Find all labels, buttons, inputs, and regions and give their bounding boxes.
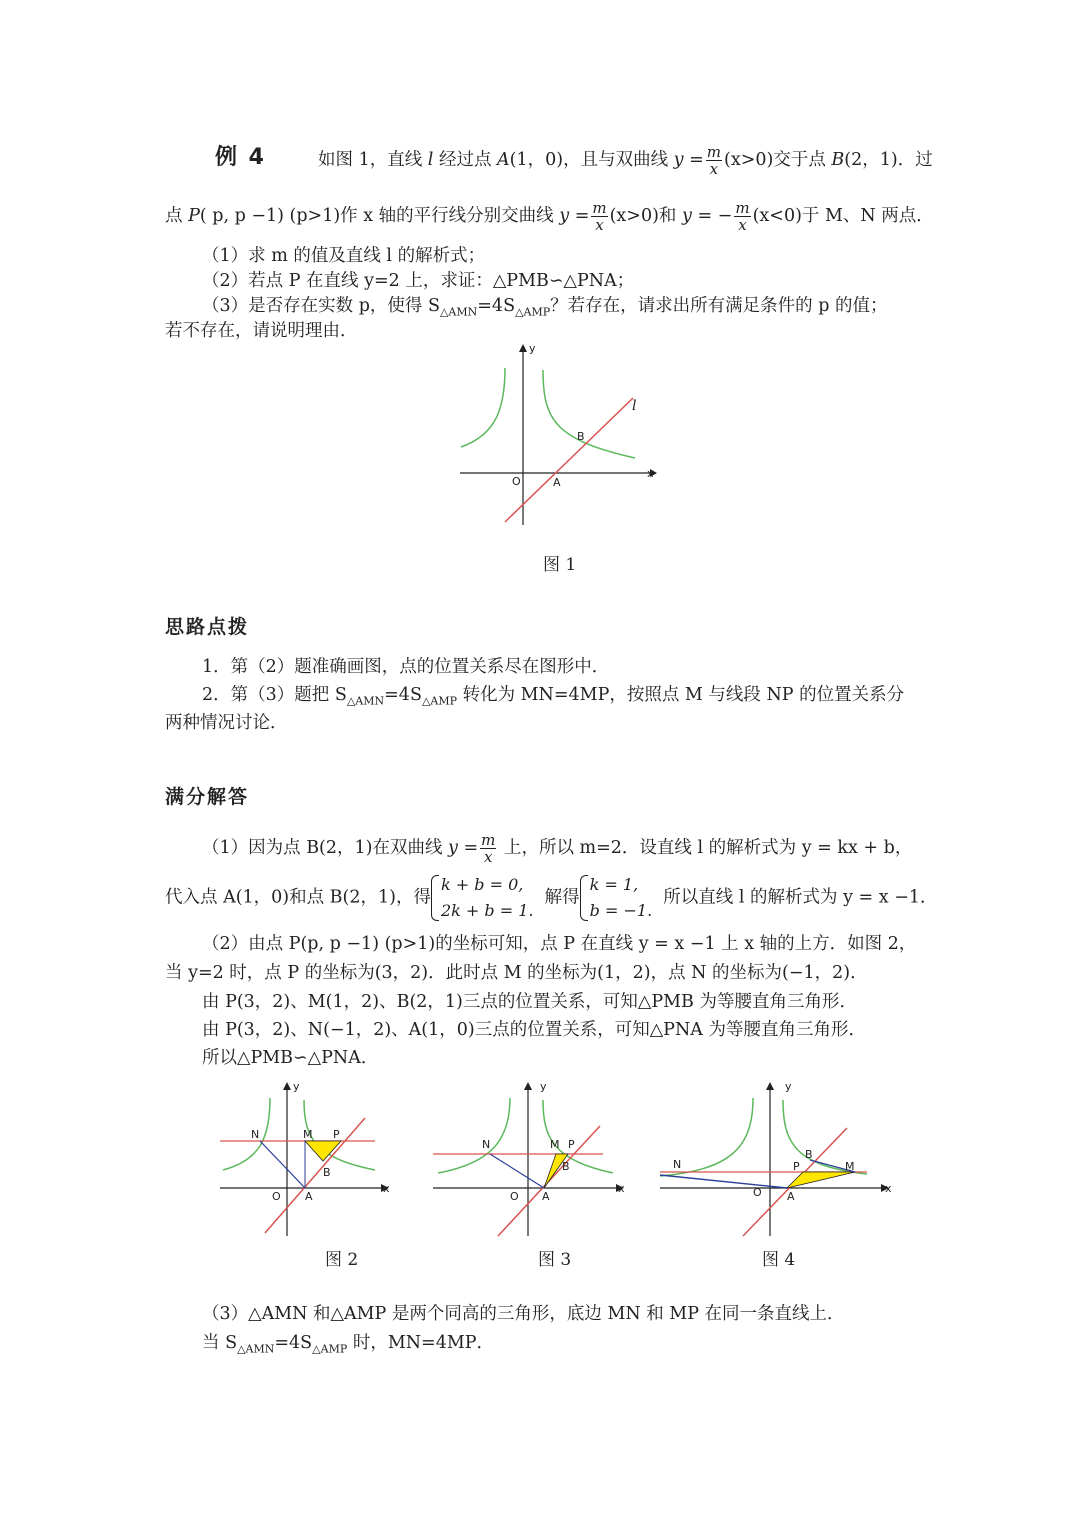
subscript: AMP: [523, 305, 551, 319]
hints-heading: 思路点拨: [165, 616, 250, 638]
denominator: x: [738, 216, 747, 234]
solution-line-9: 当 $S_{\triangle AMN}=4S_{\triangle AMP}$ 时，MN=4MP．: [202, 1333, 495, 1356]
numerator: m: [706, 143, 722, 161]
label-n: N: [482, 1138, 491, 1151]
subscript: AMN: [355, 694, 385, 708]
text: 2．第（3）题把 S: [202, 685, 347, 705]
subscript: AMN: [448, 305, 478, 319]
figure-4: [655, 1078, 900, 1238]
text: ( p, p −1) (p>1)作 x 轴的平行线分别交曲线: [199, 206, 560, 226]
text: ？若存在，请求出所有满足条件的 p 的值；: [550, 296, 888, 316]
denominator: x: [709, 160, 719, 178]
label-b: B: [323, 1166, 331, 1179]
label-x: x: [885, 1182, 892, 1195]
line-l: [505, 398, 633, 522]
text: l: [427, 150, 434, 170]
hyperbola-right: [543, 370, 635, 458]
label-p: P: [793, 1160, 800, 1173]
label-y: y: [529, 342, 536, 355]
question-3: （3）是否存在实数 p，使得 $S_{\triangle AMN}=4S_{\triangle AMP}$？若存在，请求出所有满足条件的 p 的值；: [202, 296, 888, 319]
solution-line-4: 当 y=2 时，点 P 的坐标为(3，2)．此时点 M 的坐标为(1，2)，点 N 的坐标为(−1，2)．: [165, 963, 868, 983]
figure-2-caption: 图 2: [325, 1250, 359, 1270]
solution-line-2: [165, 872, 938, 924]
hyperbola-left: [461, 368, 505, 447]
text: 经过点: [433, 150, 498, 170]
line-l: [265, 1118, 365, 1233]
problem-line-1: [318, 144, 933, 177]
example-title: 例 4: [215, 145, 266, 170]
segment-na: [660, 1175, 787, 1188]
label-a: A: [542, 1190, 550, 1203]
figure-2: [215, 1078, 395, 1238]
text: =4S: [477, 296, 516, 316]
figure-1-caption: 图 1: [543, 555, 577, 575]
label-n: N: [251, 1128, 260, 1141]
denominator: x: [595, 216, 604, 234]
label-n: N: [673, 1158, 682, 1171]
numerator: m: [592, 199, 607, 217]
label-b: B: [562, 1160, 570, 1173]
text: 转化为 MN=4MP，按照点 M 与线段 NP 的位置关系分: [457, 685, 905, 705]
label-a: A: [553, 476, 561, 489]
label-p: P: [568, 1138, 575, 1151]
figure-3-caption: 图 3: [538, 1250, 572, 1270]
text: y = −: [682, 206, 733, 226]
text: =4S: [274, 1333, 313, 1353]
hyperbola-left: [438, 1098, 510, 1173]
label-y: y: [785, 1080, 792, 1093]
question-3-cont: 若不存在，请说明理由．: [165, 321, 358, 341]
figure-4-caption: 图 4: [762, 1250, 796, 1270]
solution-line-1: [202, 832, 912, 865]
fraction: [591, 200, 607, 233]
label-y: y: [293, 1080, 300, 1093]
text: y =: [559, 206, 590, 226]
solution-line-6: 由 P(3，2)、N(−1，2)、A(1，0)三点的位置关系，可知△PNA 为等腰直角三角形．: [202, 1020, 866, 1040]
denominator: x: [484, 848, 493, 866]
subscript: AMN: [245, 1342, 275, 1356]
numerator: m: [481, 831, 496, 849]
segment-na: [260, 1141, 305, 1188]
label-m: M: [550, 1138, 560, 1151]
question-1: （1）求 m 的值及直线 l 的解析式；: [202, 246, 486, 266]
text: 解得: [544, 887, 580, 908]
label-b: B: [805, 1148, 813, 1161]
label-a: A: [787, 1190, 795, 1203]
text: 如图 1，直线: [318, 150, 428, 170]
solution-line-3: （2）由点 P(p, p −1) (p>1)的坐标可知，点 P 在直线 y = x −1 上 x 轴的上方．如图 2，: [202, 934, 917, 954]
label-l: l: [632, 398, 637, 414]
label-m: M: [303, 1128, 313, 1141]
text: y =: [673, 150, 704, 170]
numerator: m: [735, 199, 750, 217]
text: 上，所以 m=2．设直线 l 的解析式为 y = kx + b，: [498, 838, 913, 858]
figure-3: [428, 1078, 633, 1238]
text: 代入点 A(1，0)和点 B(2，1)，得: [165, 887, 431, 908]
fraction: [480, 832, 496, 865]
fraction: [706, 144, 722, 177]
hint-2: 2．第（3）题把 $S_{\triangle AMN}=4S_{\triangle AMP}$ 转化为 MN=4MP，按照点 M 与线段 NP 的位置关系分: [202, 685, 905, 708]
hint-2-cont: 两种情况讨论．: [165, 713, 288, 733]
fraction: [734, 200, 750, 233]
subscript: AMP: [320, 1342, 348, 1356]
equation: b = −1.: [589, 901, 653, 920]
label-y: y: [540, 1080, 547, 1093]
equation-system-1: [431, 872, 534, 924]
text: P: [188, 206, 200, 226]
label-a: A: [305, 1190, 313, 1203]
text: 所以直线 l 的解析式为 y = x −1．: [663, 887, 938, 908]
y-arrow: [766, 1082, 774, 1090]
label-m: M: [845, 1160, 855, 1173]
text: （3）是否存在实数 p，使得 S: [202, 296, 440, 316]
text: 当 S: [202, 1333, 238, 1353]
text: (x<0)于 M、N 两点．: [752, 206, 934, 226]
label-o: O: [512, 475, 521, 488]
label-x: x: [647, 467, 654, 480]
label-x: x: [383, 1182, 390, 1195]
label-o: O: [510, 1190, 519, 1203]
hint-1: 1．第（2）题准确画图，点的位置关系尽在图形中．: [202, 657, 610, 677]
label-o: O: [753, 1186, 762, 1199]
label-p: P: [333, 1128, 340, 1141]
triangle-amp: [787, 1172, 855, 1188]
label-x: x: [618, 1182, 625, 1195]
y-arrow: [524, 1082, 532, 1090]
text: （1）因为点 B(2，1)在双曲线: [202, 838, 449, 858]
text: (x>0)和: [609, 206, 682, 226]
text: 点: [165, 206, 189, 226]
equation-system-2: [580, 872, 653, 924]
label-b: B: [577, 430, 585, 443]
text: (1，0)，且与双曲线: [509, 150, 674, 170]
solution-line-5: 由 P(3，2)、M(1，2)、B(2，1)三点的位置关系，可知△PMB 为等腰直角三角形．: [202, 992, 857, 1012]
hyperbola-left: [223, 1098, 270, 1170]
text: y =: [448, 838, 479, 858]
solution-heading: 满分解答: [165, 786, 250, 808]
solution-line-7: 所以△PMB∽△PNA．: [202, 1048, 379, 1068]
figure-1: [455, 340, 660, 530]
text: (x>0)交于点: [724, 150, 832, 170]
question-2: （2）若点 P 在直线 y=2 上，求证：△PMB∽△PNA；: [202, 271, 635, 291]
text: B: [831, 150, 845, 170]
subscript: AMP: [430, 694, 458, 708]
text: A: [497, 150, 510, 170]
text: =4S: [384, 685, 422, 705]
equation: 2k + b = 1.: [440, 901, 534, 920]
equation: k = 1,: [589, 875, 639, 894]
y-arrow: [519, 344, 527, 352]
y-arrow: [283, 1082, 291, 1090]
equation: k + b = 0,: [440, 875, 524, 894]
solution-line-8: （3）△AMN 和△AMP 是两个同高的三角形，底边 MN 和 MP 在同一条直线上．: [202, 1304, 845, 1324]
problem-line-2: [165, 200, 934, 233]
text: (2，1)．过: [844, 150, 933, 170]
label-o: O: [272, 1190, 281, 1203]
segment-na: [490, 1154, 544, 1188]
text: 时，MN=4MP．: [347, 1333, 495, 1353]
